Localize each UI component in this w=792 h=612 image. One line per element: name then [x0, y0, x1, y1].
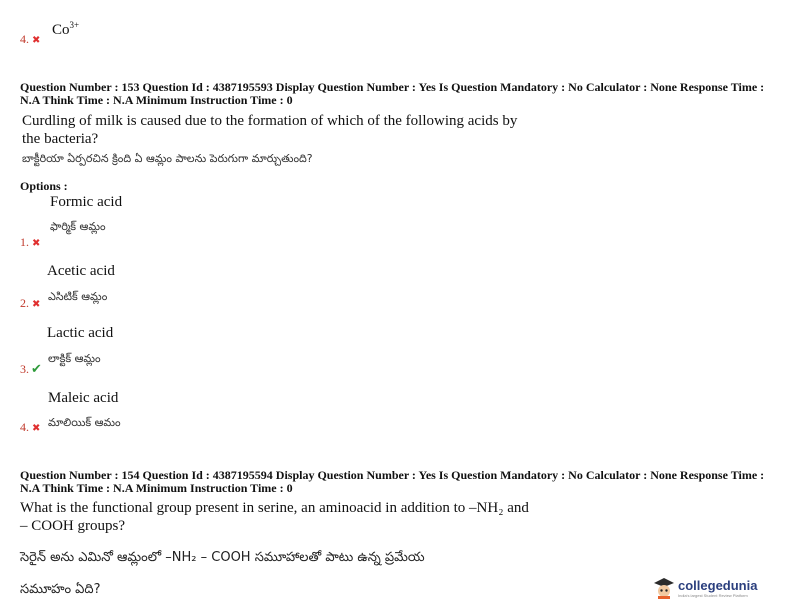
- q153-question-line2: the bacteria?: [22, 131, 99, 147]
- q153-meta-line2: N.A Think Time : N.A Minimum Instruction Time : 0: [20, 93, 293, 107]
- q153-meta: [20, 81, 790, 107]
- option-number: 4.: [20, 32, 29, 46]
- option-number: 2.: [20, 296, 29, 310]
- q154-question-en: [20, 499, 560, 535]
- ion-symbol: Co: [52, 22, 70, 38]
- ion-charge: 3+: [69, 20, 80, 30]
- logo-tagline: India's largest Student Review Platform: [678, 593, 748, 598]
- q154-question-te-line1: సెరైన్ అను ఎమినో ఆమ్లంలో –NH₂ – COOH సమూహాలతో పాటు ఉన్న ప్రమేయ: [20, 550, 425, 565]
- option-1-te: ఫార్మిక్ ఆమ్లం: [50, 220, 106, 233]
- option-number: 4.: [20, 420, 29, 434]
- q154-meta: [20, 469, 790, 495]
- option-4-number: [20, 418, 40, 436]
- correct-check-icon: ✔: [31, 361, 42, 376]
- option-3-number: [20, 360, 42, 378]
- option-1-en: Formic acid: [50, 194, 123, 210]
- collegedunia-logo: [652, 577, 757, 599]
- q153-question-te: బాక్టీరియా ఏర్పరచిన క్రింది ఏ ఆమ్లం పాలను పెరుగుగా మార్చుతుంది?: [22, 152, 313, 165]
- option-3-te: లాక్టిక్ ఆమ్లం: [48, 352, 101, 365]
- wrong-mark-icon: ✖: [32, 423, 41, 434]
- option-4-te: మాలియిక్ ఆమం: [48, 416, 121, 429]
- options-label: Options :: [20, 179, 68, 193]
- option-2-te: ఎసిటిక్ ఆమ్లం: [48, 290, 108, 303]
- q154-meta-line2: N.A Think Time : N.A Minimum Instruction Time : 0: [20, 481, 293, 495]
- wrong-mark-icon: ✖: [32, 238, 41, 249]
- option-2-number: [20, 294, 40, 312]
- option-number: 3.: [20, 362, 29, 376]
- q154-question-te-line2: సమూహం ఏది?: [20, 582, 101, 597]
- q154-question-line2: – COOH groups?: [20, 518, 125, 534]
- option-2-en: Acetic acid: [47, 263, 115, 279]
- wrong-mark-icon: ✖: [32, 299, 41, 310]
- q153-question-en: [22, 112, 562, 148]
- q154-question-line1: What is the functional group present in serine, an aminoacid in addition to –NH₂ and: [20, 500, 529, 516]
- option-3-en: Lactic acid: [47, 325, 114, 341]
- option-number: 1.: [20, 235, 29, 249]
- prev-option-text: [52, 20, 79, 39]
- q153-question-line1: Curdling of milk is caused due to the formation of which of the following acids by: [22, 113, 518, 129]
- graduate-mascot-icon: [652, 577, 676, 599]
- prev-option-4: [20, 30, 40, 48]
- q154-meta-line1: Question Number : 154 Question Id : 4387195594 Display Question Number : Yes Is Question Mandatory : No Calculator : None Response Time :: [20, 468, 765, 482]
- option-4-en: Maleic acid: [48, 390, 119, 406]
- option-1-number: [20, 233, 40, 251]
- q153-meta-line1: Question Number : 153 Question Id : 4387195593 Display Question Number : Yes Is Question Mandatory : No Calculator : None Response Time :: [20, 80, 765, 94]
- logo-text: collegedunia: [678, 578, 758, 593]
- wrong-mark-icon: ✖: [32, 35, 41, 46]
